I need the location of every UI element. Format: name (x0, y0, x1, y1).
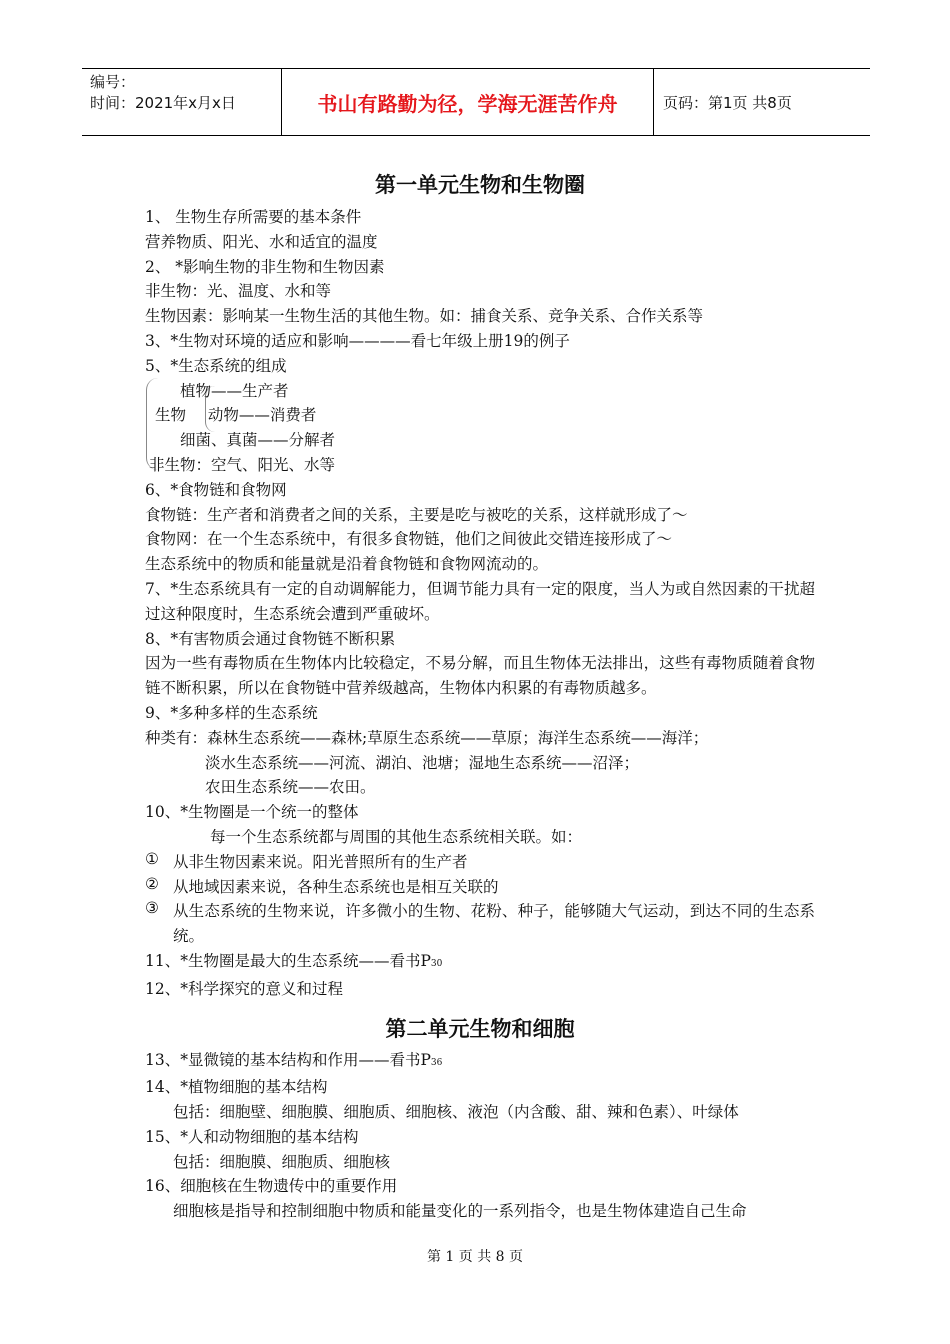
eco-abiotic: 非生物：空气、阳光、水等 (149, 455, 336, 474)
subscript: 30 (430, 958, 443, 969)
eco-plant: 植物——生产者 (180, 381, 289, 400)
text-line: 淡水生态系统——河流、湖泊、池塘；湿地生态系统——沼泽； (205, 753, 640, 772)
circled-item-2 (145, 875, 815, 900)
document-body (145, 170, 815, 1224)
text-line-11 (145, 949, 815, 977)
circled-item-3 (145, 899, 815, 949)
text-line: 食物链：生产者和消费者之间的关系，主要是吃与被吃的关系，这样就形成了～ (145, 505, 688, 524)
page-header (82, 68, 870, 136)
text-line: 生态系统中的物质和能量就是沿着食物链和食物网流动的。 (145, 555, 549, 574)
circled-number: ① (145, 849, 159, 868)
header-motto: 书山有路勤为径，学海无涯苦作舟 (281, 69, 654, 135)
text-line: 非生物：光、温度、水和等 (145, 282, 332, 301)
text-line: 包括：细胞膜、细胞质、细胞核 (173, 1152, 391, 1171)
paragraph-8: 因为一些有毒物质在生物体内比较稳定，不易分解，而且生物体无法排出，这些有毒物质随着食物链不断积累，所以在食物链中营养级越高，生物体内积累的有毒物质越多。 (145, 654, 815, 698)
text-line-13 (145, 1048, 815, 1076)
text-line: 每一个生态系统都与周围的其他生态系统相关联。如： (210, 827, 583, 846)
header-page-info: 页码：第1页 共8页 (663, 93, 792, 112)
text-line: 1、 生物生存所需要的基本条件 (145, 208, 362, 226)
header-meta (82, 69, 281, 135)
text-line: 包括：细胞壁、细胞膜、细胞质、细胞核、液泡（内含酸、甜、辣和色素）、叶绿体 (173, 1103, 739, 1122)
text-line: 生物因素：影响某一生物生活的其他生物。如：捕食关系、竞争关系、合作关系等 (145, 307, 704, 326)
text-line: 3、*生物对环境的适应和影响————看七年级上册19的例子 (145, 331, 570, 350)
text-line: 14、*植物细胞的基本结构 (145, 1078, 328, 1097)
text-line: 农田生态系统——农田。 (205, 778, 376, 797)
text-line: 16、细胞核在生物遗传中的重要作用 (145, 1177, 398, 1196)
text: 11、*生物圈是最大的生态系统——看书P (145, 951, 431, 970)
text-line: 5、*生态系统的组成 (145, 356, 287, 375)
circled-number: ③ (145, 899, 159, 918)
subscript: 36 (430, 1057, 443, 1068)
text-line: 种类有：森林生态系统——森林;草原生态系统——草原；海洋生态系统——海洋； (145, 728, 709, 747)
text-line: 9、*多种多样的生态系统 (145, 703, 318, 722)
date-label: 时间：2021年x月x日 (90, 94, 236, 112)
text: 13、*显微镜的基本结构和作用——看书P (145, 1050, 431, 1069)
eco-bio-label: 生物 (155, 406, 187, 425)
unit2-title: 第二单元生物和细胞 (385, 1016, 575, 1041)
text-line: 12、*科学探究的意义和过程 (145, 979, 343, 998)
eco-animal: 动物——消费者 (207, 406, 317, 425)
circled-number: ② (145, 874, 159, 893)
circled-item-1 (145, 850, 815, 875)
paragraph-7: 7、*生态系统具有一定的自动调解能力，但调节能力具有一定的限度，当人为或自然因素的干扰超过这种限度时，生态系统会遭到严重破坏。 (145, 579, 815, 623)
text-line: 6、*食物链和食物网 (145, 480, 287, 499)
page-footer: 第 1 页 共 8 页 (426, 1249, 524, 1265)
text-line: 食物网：在一个生态系统中，有很多食物链，他们之间彼此交错连接形成了～ (145, 530, 673, 549)
text-line: 细胞核是指导和控制细胞中物质和能量变化的一系列指令，也是生物体建造自己生命 (173, 1202, 747, 1221)
eco-fungi: 细菌、真菌——分解者 (180, 431, 336, 450)
unit1-title: 第一单元生物和生物圈 (375, 173, 585, 197)
text-line: 8、*有害物质会通过食物链不断积累 (145, 629, 396, 648)
text-line: 营养物质、阳光、水和适宜的温度 (145, 232, 378, 251)
circled-text: 从非生物因素来说。阳光普照所有的生产者 (173, 852, 468, 871)
circled-text: 从地域因素来说，各种生态系统也是相互关联的 (173, 877, 499, 896)
text-line: 10、*生物圈是一个统一的整体 (145, 803, 359, 822)
text-line: 15、*人和动物细胞的基本结构 (145, 1127, 359, 1146)
eco-animal-row (145, 403, 815, 428)
number-label: 编号： (90, 73, 136, 91)
circled-text: 从生态系统的生物来说，许多微小的生物、花粉、种子，能够随大气运动，到达不同的生态系统。 (173, 902, 815, 946)
text-line: 2、 *影响生物的非生物和生物因素 (145, 257, 385, 276)
